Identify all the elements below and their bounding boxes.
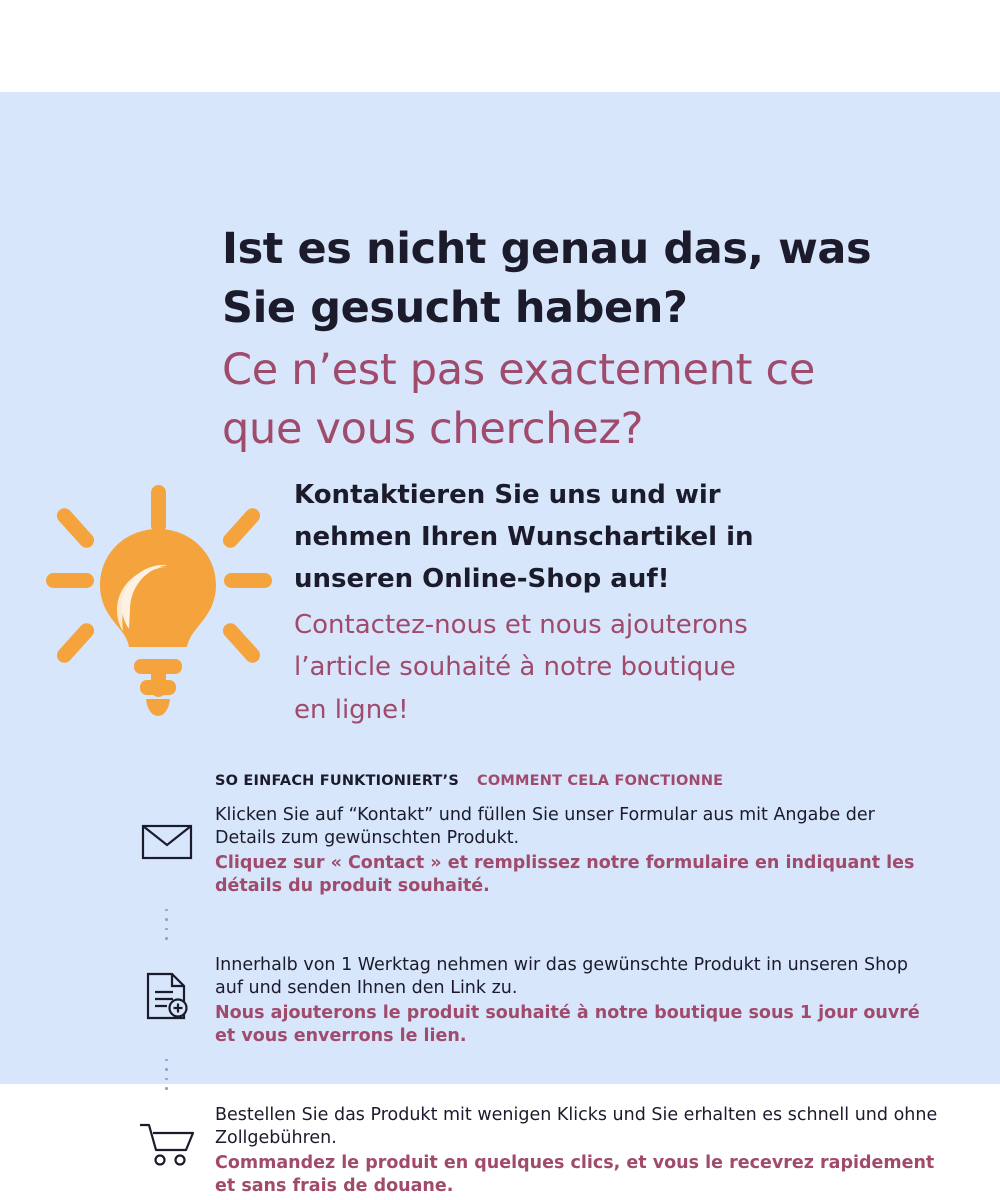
step-fr-text: Commandez le produit en quelques clics, et vous le recevrez rapidement et sans frais de douane. <box>215 1152 935 1196</box>
intro-de-line1: Kontaktieren Sie uns und wir <box>294 480 721 510</box>
step-de-text: Innerhalb von 1 Werktag nehmen wir das gewünschte Produkt in unseren Shop auf und senden Ihnen den Link zu. <box>215 955 908 999</box>
intro-de-line2: nehmen Ihren Wunschartikel in <box>294 522 754 553</box>
lightbulb-icon <box>38 477 278 725</box>
dotted-divider <box>118 1048 215 1100</box>
promo-banner <box>0 92 1000 1196</box>
headline-de-line2: Sie gesucht haben? <box>222 283 688 334</box>
headline-fr-line2: que vous cherchez? <box>222 403 644 454</box>
steps-header <box>215 773 723 789</box>
list-item <box>118 1100 938 1198</box>
step-fr-text: Cliquez sur « Contact » et remplissez notre formulaire en indiquant les détails du produit souhaité. <box>215 852 915 896</box>
headline-fr-line1: Ce n’est pas exactement ce <box>222 344 816 395</box>
page-title <box>222 220 942 459</box>
headline-de-line1: Ist es nicht genau das, was <box>222 224 872 274</box>
step-connector <box>118 898 938 950</box>
list-item <box>118 800 938 898</box>
document-add-icon <box>118 950 215 1020</box>
intro-fr-line3: en ligne! <box>294 694 409 725</box>
step-de-text: Bestellen Sie das Produkt mit wenigen Klicks und Sie erhalten es schnell und ohne Zollgebühren. <box>215 1105 938 1149</box>
step-de-text: Klicken Sie auf “Kontakt” und füllen Sie unser Formular aus mit Angabe der Details zum gewünschten Produkt. <box>215 805 875 849</box>
dotted-divider <box>118 898 215 950</box>
intro-de-line3: unseren Online-Shop auf! <box>294 564 670 595</box>
intro-text <box>294 474 914 731</box>
steps-list <box>118 800 938 1198</box>
intro-fr-line2: l’article souhaité à notre boutique <box>294 652 736 683</box>
shopping-cart-icon <box>118 1100 215 1166</box>
steps-header-fr: COMMENT CELA FONCTIONNE <box>477 773 724 789</box>
envelope-icon <box>118 800 215 860</box>
step-connector <box>118 1048 938 1100</box>
steps-header-de: SO EINFACH FUNKTIONIERT’S <box>215 773 459 789</box>
intro-fr-line1: Contactez-nous et nous ajouterons <box>294 610 748 641</box>
list-item <box>118 950 938 1048</box>
step-fr-text: Nous ajouterons le produit souhaité à notre boutique sous 1 jour ouvré et vous enverrons le lien. <box>215 1002 920 1046</box>
